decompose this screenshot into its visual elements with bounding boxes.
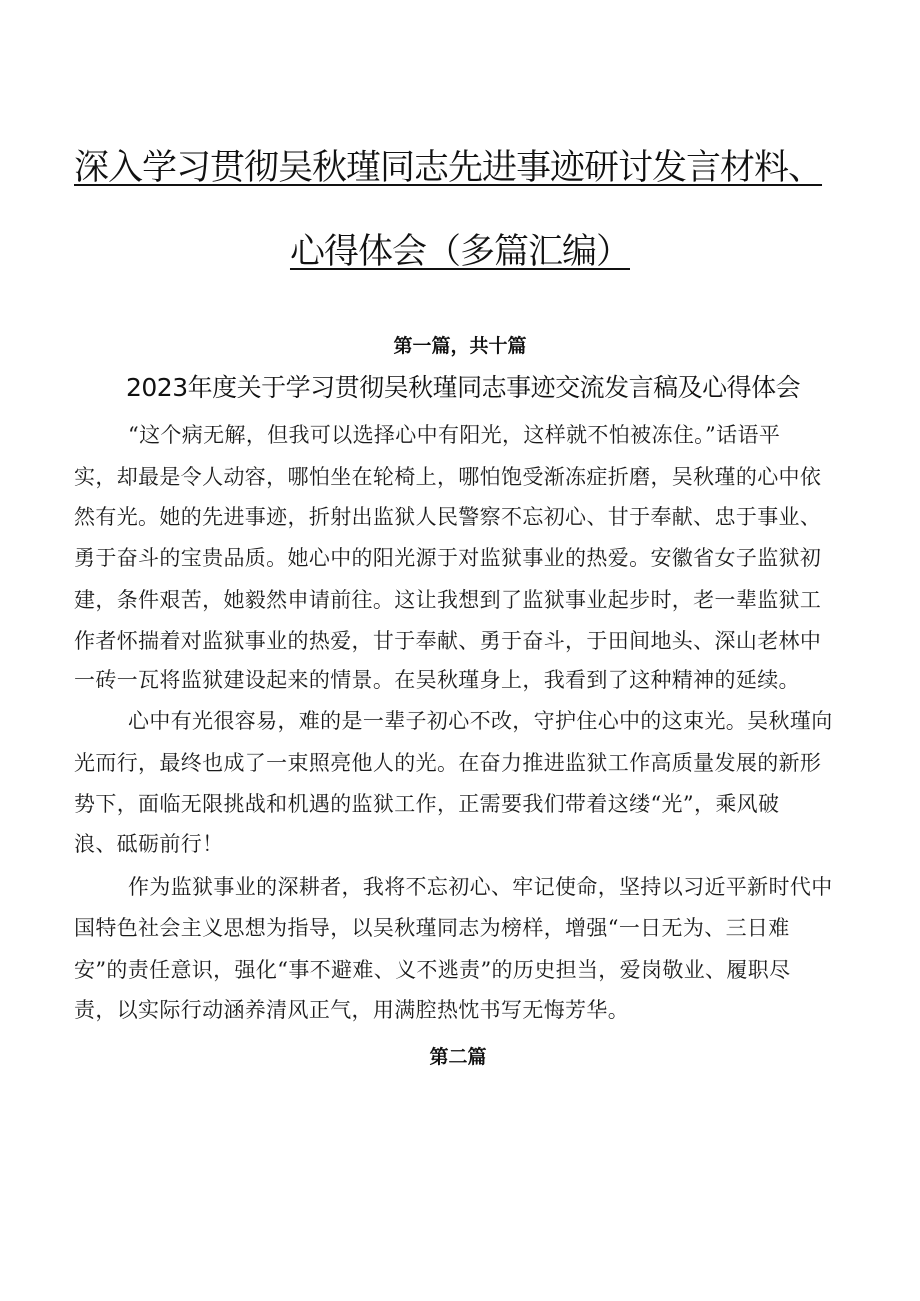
paragraph-2-line-3: 势下，面临无限挑战和机遇的监狱工作，正需要我们带着这缕“光”，乘风破 bbox=[74, 792, 780, 816]
paragraph-1-line-2: 实，却最是令人动容，哪怕坐在轮椅上，哪怕饱受渐冻症折磨，吴秋瑾的心中依 bbox=[74, 465, 822, 489]
section-1-label: 第一篇，共十篇 bbox=[393, 335, 527, 357]
paragraph-2-line-4: 浪、砥砺前行！ bbox=[74, 832, 224, 856]
paragraph-3-line-2: 国特色社会主义思想为指导，以吴秋瑾同志为榜样，增强“一日无为、三日难 bbox=[74, 916, 790, 940]
paragraph-2-line-1: 心中有光很容易，难的是一辈子初心不改，守护住心中的这束光。吴秋瑾向 bbox=[128, 709, 833, 733]
paragraph-2-line-2: 光而行，最终也成了一束照亮他人的光。在奋力推进监狱工作高质量发展的新形 bbox=[74, 751, 822, 775]
paragraph-1-line-5: 建，条件艰苦，她毅然申请前往。这让我想到了监狱事业起步时，老一辈监狱工 bbox=[74, 588, 822, 612]
paragraph-1-line-7: 一砖一瓦将监狱建设起来的情景。在吴秋瑾身上，我看到了这种精神的延续。 bbox=[74, 668, 800, 692]
section-2-label: 第二篇 bbox=[429, 1046, 487, 1068]
paragraph-1-line-6: 作者怀揣着对监狱事业的热爱，甘于奉献、勇于奋斗，于田间地头、深山老林中 bbox=[74, 629, 822, 653]
document-title-line-2: 心得体会（多篇汇编） bbox=[289, 232, 630, 272]
section-1-title: 2023年度关于学习贯彻吴秋瑾同志事迹交流发言稿及心得体会 bbox=[126, 373, 801, 402]
document-title-line-1: 深入学习贯彻吴秋瑾同志先进事迹研讨发言材料、 bbox=[74, 148, 823, 188]
paragraph-1-line-1: “这个病无解，但我可以选择心中有阳光，这样就不怕被冻住。”话语平 bbox=[128, 423, 781, 447]
paragraph-3-line-4: 责，以实际行动涵养清风正气，用满腔热忱书写无悔芳华。 bbox=[74, 998, 630, 1022]
paragraph-3-line-3: 安”的责任意识，强化“事不避难、义不逃责”的历史担当，爱岗敬业、履职尽 bbox=[74, 958, 791, 982]
paragraph-3-line-1: 作为监狱事业的深耕者，我将不忘初心、牢记使命，坚持以习近平新时代中 bbox=[128, 875, 833, 899]
paragraph-1-line-3: 然有光。她的先进事迹，折射出监狱人民警察不忘初心、甘于奉献、忠于事业、 bbox=[74, 505, 822, 529]
paragraph-1-line-4: 勇于奋斗的宝贵品质。她心中的阳光源于对监狱事业的热爱。安徽省女子监狱初 bbox=[74, 546, 822, 570]
